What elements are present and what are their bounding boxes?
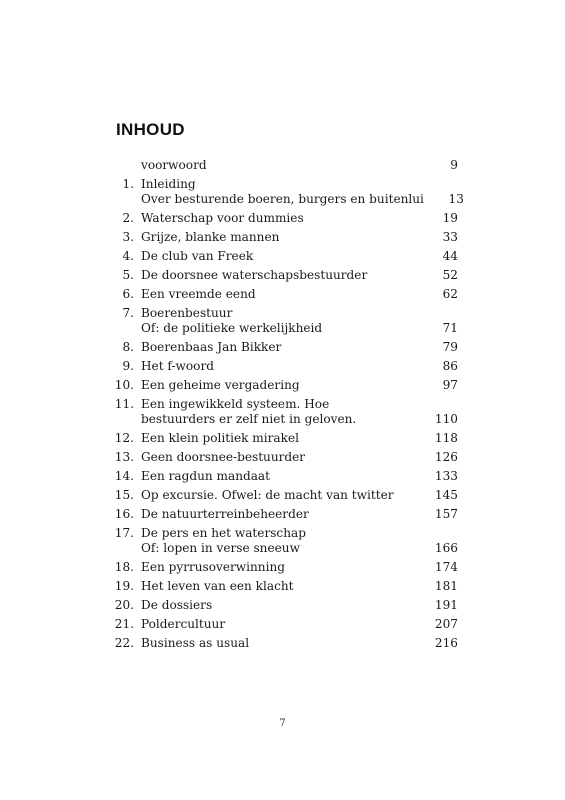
chapter-number: 14. xyxy=(114,469,134,483)
toc-entry xyxy=(108,634,458,653)
toc-entry xyxy=(108,524,458,558)
chapter-number: 3. xyxy=(122,230,134,244)
chapter-title-line: De dossiers xyxy=(141,598,213,612)
table-of-contents xyxy=(108,156,464,653)
chapter-title xyxy=(134,285,418,302)
chapter-title xyxy=(134,615,418,632)
toc-entry xyxy=(108,247,458,266)
toc-entry xyxy=(108,266,458,285)
chapter-title xyxy=(134,448,418,465)
toc-entry xyxy=(108,338,458,357)
chapter-title xyxy=(134,156,418,173)
toc-entry xyxy=(108,596,458,615)
chapter-title-line: Een klein politiek mirakel xyxy=(141,431,299,445)
chapter-title-line: bestuurders er zelf niet in geloven. xyxy=(141,412,357,426)
chapter-title xyxy=(134,209,418,226)
chapter-number: 6. xyxy=(122,287,134,301)
chapter-title-line: De natuurterreinbeheerder xyxy=(141,507,309,521)
page-ref: 97 xyxy=(442,378,458,392)
chapter-number: 4. xyxy=(122,249,134,263)
page-ref: 118 xyxy=(434,431,458,445)
chapter-title-line: Het f-woord xyxy=(141,359,214,373)
chapter-number: 21. xyxy=(114,617,134,631)
chapter-title-line: Boerenbestuur xyxy=(141,306,233,320)
chapter-title-line: Of: lopen in verse sneeuw xyxy=(141,541,300,555)
page-ref: 110 xyxy=(434,412,458,426)
chapter-number: 5. xyxy=(122,268,134,282)
chapter-title-line: Inleiding xyxy=(141,177,196,191)
chapter-title-line: Of: de politieke werkelijkheid xyxy=(141,321,323,335)
toc-entry xyxy=(108,486,458,505)
page-ref: 79 xyxy=(442,340,458,354)
page-ref: 157 xyxy=(434,507,458,521)
chapter-title-line: De club van Freek xyxy=(141,249,254,263)
chapter-number: 9. xyxy=(122,359,134,373)
page-ref: 166 xyxy=(434,541,458,555)
chapter-title xyxy=(134,467,418,484)
page-ref: 181 xyxy=(434,579,458,593)
chapter-title-line: Boerenbaas Jan Bikker xyxy=(141,340,282,354)
chapter-title xyxy=(134,376,418,393)
chapter-number: 12. xyxy=(114,431,134,445)
chapter-number: 8. xyxy=(122,340,134,354)
chapter-number: 18. xyxy=(114,560,134,574)
chapter-title xyxy=(134,357,418,374)
chapter-number: 10. xyxy=(114,378,134,392)
chapter-title xyxy=(134,634,418,651)
toc-entry xyxy=(108,209,458,228)
chapter-title-line: Geen doorsnee-bestuurder xyxy=(141,450,306,464)
toc-entry xyxy=(108,285,458,304)
page-ref: 9 xyxy=(450,158,458,172)
toc-entry xyxy=(108,448,458,467)
chapter-number: 15. xyxy=(114,488,134,502)
toc-entry xyxy=(108,376,458,395)
chapter-number: 17. xyxy=(114,526,134,540)
chapter-title xyxy=(134,524,418,556)
chapter-title-line: Poldercultuur xyxy=(141,617,226,631)
toc-entry xyxy=(108,615,458,634)
chapter-title xyxy=(134,429,418,446)
page-ref: 71 xyxy=(442,321,458,335)
chapter-title xyxy=(134,228,418,245)
toc-entry xyxy=(108,175,464,209)
page-ref: 145 xyxy=(434,488,458,502)
page-ref: 216 xyxy=(434,636,458,650)
page-ref: 62 xyxy=(442,287,458,301)
page-title: INHOUD xyxy=(116,120,185,139)
chapter-title xyxy=(134,304,418,336)
page-ref: 13 xyxy=(448,192,464,206)
chapter-number: 16. xyxy=(114,507,134,521)
chapter-title xyxy=(134,558,418,575)
chapter-title-line: Het leven van een klacht xyxy=(141,579,294,593)
page-ref: 19 xyxy=(442,211,458,225)
chapter-title-line: De doorsnee waterschapsbestuurder xyxy=(141,268,368,282)
page-ref: 207 xyxy=(434,617,458,631)
chapter-title xyxy=(134,596,418,613)
chapter-number: 1. xyxy=(122,177,134,191)
chapter-number: 19. xyxy=(114,579,134,593)
chapter-title-line: De pers en het waterschap xyxy=(141,526,306,540)
chapter-title xyxy=(134,486,418,503)
chapter-title xyxy=(134,395,418,427)
toc-entry xyxy=(108,228,458,247)
toc-entry xyxy=(108,156,458,175)
chapter-title xyxy=(134,247,418,264)
toc-entry xyxy=(108,357,458,376)
chapter-title xyxy=(134,577,418,594)
chapter-number: 7. xyxy=(122,306,134,320)
chapter-title-line: voorwoord xyxy=(141,158,207,172)
chapter-title-line: Een pyrrusoverwinning xyxy=(141,560,285,574)
page-number: 7 xyxy=(279,718,286,729)
page-ref: 86 xyxy=(442,359,458,373)
page-ref: 44 xyxy=(442,249,458,263)
chapter-title xyxy=(134,175,424,207)
chapter-title-line: Business as usual xyxy=(141,636,250,650)
toc-entry xyxy=(108,395,458,429)
page-ref: 133 xyxy=(434,469,458,483)
page-ref: 33 xyxy=(442,230,458,244)
page-ref: 174 xyxy=(434,560,458,574)
chapter-title xyxy=(134,505,418,522)
chapter-title-line: Een geheime vergadering xyxy=(141,378,300,392)
chapter-number: 11. xyxy=(114,397,134,411)
chapter-title xyxy=(134,338,418,355)
chapter-number: 13. xyxy=(114,450,134,464)
toc-entry xyxy=(108,429,458,448)
chapter-title-line: Een ragdun mandaat xyxy=(141,469,271,483)
toc-entry xyxy=(108,467,458,486)
chapter-number xyxy=(108,156,134,158)
toc-entry xyxy=(108,577,458,596)
chapter-number: 22. xyxy=(114,636,134,650)
toc-entry xyxy=(108,505,458,524)
chapter-title-line: Op excursie. Ofwel: de macht van twitter xyxy=(141,488,394,502)
chapter-title-line: Over besturende boeren, burgers en buitenlui xyxy=(141,192,424,206)
chapter-title xyxy=(134,266,418,283)
chapter-title-line: Een vreemde eend xyxy=(141,287,256,301)
chapter-title-line: Een ingewikkeld systeem. Hoe xyxy=(141,397,330,411)
chapter-number: 2. xyxy=(122,211,134,225)
toc-entry xyxy=(108,304,458,338)
page-ref: 191 xyxy=(434,598,458,612)
chapter-number: 20. xyxy=(114,598,134,612)
chapter-title-line: Waterschap voor dummies xyxy=(141,211,304,225)
page-ref: 52 xyxy=(442,268,458,282)
page-ref: 126 xyxy=(434,450,458,464)
toc-entry xyxy=(108,558,458,577)
chapter-title-line: Grijze, blanke mannen xyxy=(141,230,280,244)
